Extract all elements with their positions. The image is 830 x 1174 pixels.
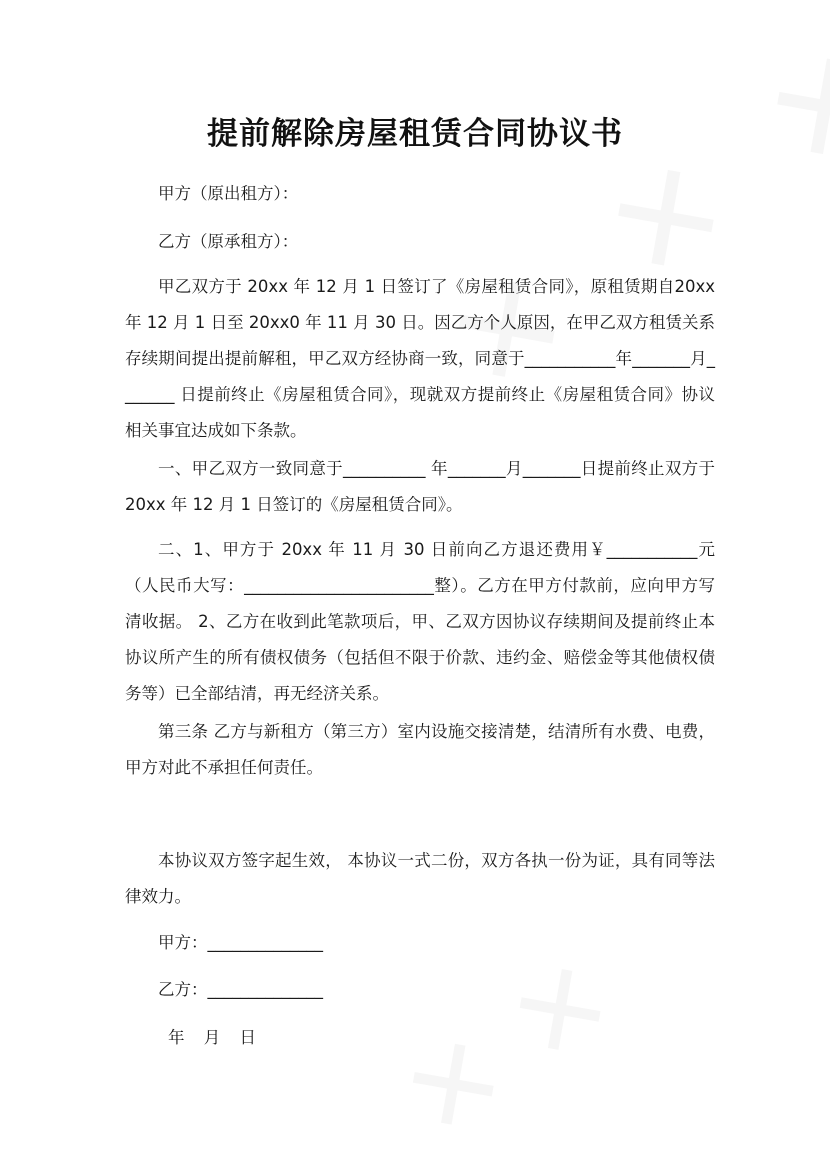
party-a-heading: 甲方（原出租方）： xyxy=(158,184,299,203)
signature-party-b: 乙方：______________ xyxy=(158,980,323,999)
paragraph-clause-3: 第三条 乙方与新租方（第三方）室内设施交接清楚，结清所有水费、电费，甲方对此不承担任何责任。 xyxy=(125,722,715,777)
party-b-heading: 乙方（原承租方）： xyxy=(158,232,299,251)
paragraph-background: 甲乙双方于 20xx 年 12 月 1 日签订了《房屋租赁合同》，原租赁期自20xx 年 12 月 1 日至 20xx0 年 11 月 30 日。因乙方个人原因，在甲乙双方租赁关系存续期间提出提前解租，甲乙双方经协商一致，同意于___________年_______月_______ 日提前终止《房屋租赁合同》，现就双方提前终止《房屋租赁合同》协议相关事宜达成如下条款。 xyxy=(125,277,715,440)
document-title: 提前解除房屋租赁合同协议书 xyxy=(207,116,623,152)
paragraph-effectiveness: 本协议双方签字起生效， 本协议一式二份，双方各执一份为证，具有同等法律效力。 xyxy=(125,851,715,906)
date-line: 年 月 日 xyxy=(168,1028,256,1047)
paragraph-clause-2: 二、1、甲方于 20xx 年 11 月 30 日前向乙方退还费用￥___________元（人民币大写：_______________________整）。乙方在甲方付款前，应向甲方写清收据。 2、乙方在收到此笔款项后，甲、乙双方因协议存续期间及提前终止本协议所产生的所有债权债务（包括但不限于价款、违约金、赔偿金等其他债权债务等）已全部结清，再无经济关系。 xyxy=(125,540,715,703)
paragraph-clause-1: 一、甲乙双方一致同意于__________ 年_______月_______日提前终止双方于 20xx 年 12 月 1 日签订的《房屋租赁合同》。 xyxy=(125,459,715,514)
signature-party-a: 甲方：______________ xyxy=(158,933,323,952)
